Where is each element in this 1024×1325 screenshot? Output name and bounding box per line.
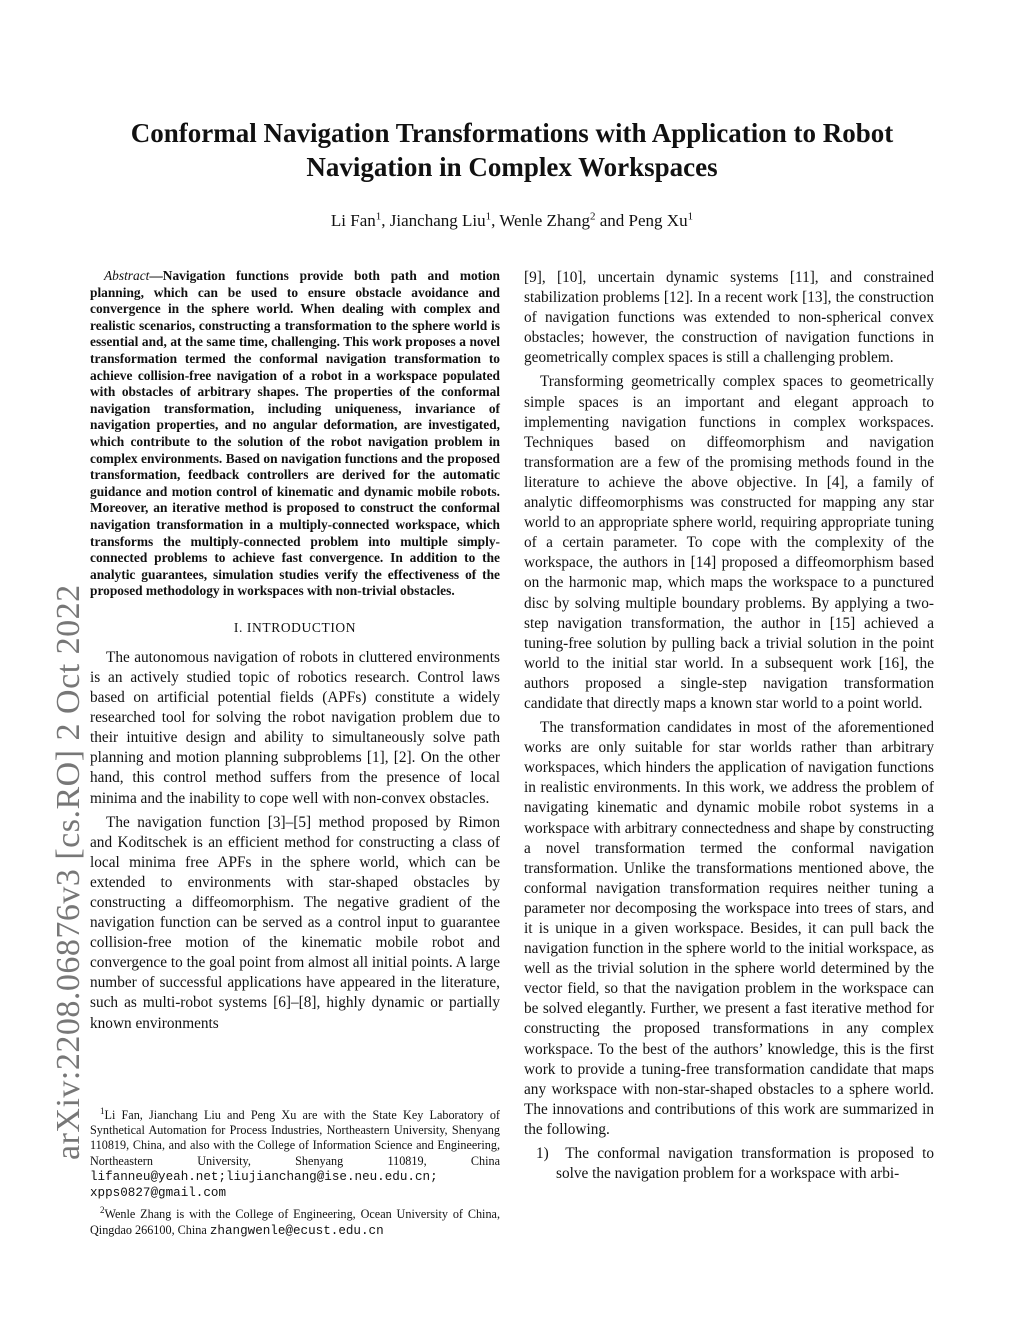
right-column — [524, 268, 934, 1184]
footnotes — [90, 1104, 500, 1241]
author: Wenle Zhang$^2$ and — [499, 210, 629, 230]
paragraph: The navigation function [3]–[5] method proposed by Rimon and Koditschek is an efficient method for constructing a class of local minima free APFs in the sphere world, which can be extended to environments with star-shaped obstacles by constructing a diffeomorphism. The negative gradient of the navigation function can be served as a control input to guarantee collision-free motion of the kinematic mobile robot and convergence to the goal point from almost all initial points. A large number of successful applications have appeared in the literature, such as multi-robot systems [6]–[8], highly dynamic or partially known environments — [90, 813, 500, 1032]
paragraph: The autonomous navigation of robots in cluttered environments is an actively studied topic of robotics research. Control laws based on artificial potential fields (APFs) constitute a widely researched tool for solving the robot navigation problem due to their intuitive design and ability to simultaneously solve path planning and motion planning subproblems [1], [2]. On the other hand, this control method suffers from the presence of local minima and the inability to cope well with non-convex obstacles. — [90, 648, 500, 807]
author: Li Fan$^1$, — [330, 210, 390, 230]
paragraph: [9], [10], uncertain dynamic systems [11], and constrained stabilization problems [12]. In a recent work [13], the construction of navigation functions was extended to non-spherical convex obstacles; however, the construction of navigation functions in geometrically complex spaces is still a challenging problem. — [524, 269, 934, 367]
title-line-2: Navigation in Complex Workspaces — [306, 152, 718, 182]
arxiv-identifier: arXiv:2208.06876v3 [cs.RO] 2 Oct 2022 — [50, 584, 87, 1160]
title-line-1: Conformal Navigation Transformations with Application to Robot — [130, 118, 894, 148]
list-marker: 1) — [536, 1145, 549, 1163]
footnote-2: $^2$Wenle Zhang is with the College of Engineering, Ocean University of China, Qingdao 266100, China zhangwenle@ecust.edu.cn — [90, 1205, 500, 1238]
section-heading: I. INTRODUCTION — [233, 619, 357, 635]
author-list — [100, 210, 924, 231]
author: Peng Xu$^1$ — [628, 210, 694, 230]
footnote-1: $^1$Li Fan, Jianchang Liu and Peng Xu are with the State Key Laboratory of Synthetical Automation for Process Industries, Northeastern University, Shenyang 110819, China, and also with the College of Information Science and Engineering, Northeastern University, Shenyang 110819, China lifanneu@yeah.net;liujianchang@ise.neu.edu.cn; xpps0827@gmail.com — [90, 1106, 500, 1201]
list-item: 1) The conformal navigation transformation is proposed to solve the navigation problem for a workspace with arbi- — [536, 1145, 934, 1183]
left-column — [90, 268, 500, 1038]
abstract: Abstract—Navigation functions provide both path and motion planning, which can be used to ensure obstacle avoidance and convergence in the sphere world. When dealing with complex and realistic scenarios, constructing a transformation to the sphere world is essential and, at the same time, challenging. This work proposes a novel transformation termed the conformal navigation transformation to achieve collision-free navigation of a robot in a workspace populated with obstacles of arbitrary shapes. The properties of the conformal navigation transformation, including uniqueness, invariance of navigation properties, and no angular deformation, are investigated, which contribute to the solution of the robot navigation problem in complex environments. Based on navigation functions and the proposed transformation, feedback controllers are derived for the automatic guidance and motion control of kinematic and dynamic mobile robots. Moreover, an iterative method is proposed to construct the conformal navigation transformation in a multiply-connected workspace, which transforms the multiply-connected problem into multiple simply-connected problems to achieve fast convergence. In addition to the analytic guarantees, simulation studies verify the effectiveness of the proposed methodology in workspaces with non-trivial obstacles. — [90, 268, 500, 599]
paragraph: The transformation candidates in most of the aforementioned works are only suitable for star worlds rather than arbitrary workspaces, which hinders the application of navigation functions in realistic environments. In this work, we address the problem of navigating kinematic and dynamic mobile robot systems in a workspace with arbitrary connectedness and shape by constructing a novel transformation termed the conformal navigation transformation. Unlike the transformations mentioned above, the conformal navigation transformation requires neither tuning a parameter nor decomposing the workspace into trees of stars, and it is unique in a given workspace. Besides, it can pull back the navigation function in the sphere world to the initial workspace, as well as the trivial solution in the sphere world determined by the vector field, so that the navigation problem in the workspace can be solved elegantly. Further, we present a fast iterative method for constructing the proposed transformations in any complex workspace. To the best of the authors’ knowledge, this is the first work to provide a tuning-free transformation candidate that maps any workspace with non-star-shaped obstacles to a sphere world. The innovations and contributions of this work are summarized in the following. — [524, 719, 934, 1138]
author: Jianchang Liu$^1$, — [389, 210, 500, 230]
footnote-2-email: zhangwenle@ecust.edu.cn — [209, 1223, 384, 1238]
abstract-text: Navigation functions provide both path and motion planning, which can be used to ensure obstacle avoidance and convergence in the sphere world. When dealing with complex and realistic scenarios, constructing a transformation to the sphere world is essential and, at the same time, challenging. This work proposes a novel transformation termed the conformal navigation transformation to achieve collision-free navigation of a robot in a workspace populated with obstacles of arbitrary shapes. The properties of the conformal navigation transformation, including uniqueness, invariance of navigation properties, and no angular deformation, are investigated, which contribute to the solution of the robot navigation problem in complex environments. Based on navigation functions and the proposed transformation, feedback controllers are derived for the automatic guidance and motion control of kinematic and dynamic mobile robots. Moreover, an iterative method is proposed to construct the conformal navigation transformation in a multiply-connected workspace, which transforms the multiply-connected problem into multiple simply-connected problems to achieve fast convergence. In addition to the analytic guarantees, simulation studies verify the effectiveness of the proposed methodology in workspaces with non-trivial obstacles. — [90, 268, 500, 599]
footnote-1-emails: lifanneu@yeah.net;liujianchang@ise.neu.edu.cn; xpps0827@gmail.com — [90, 1169, 438, 1201]
paragraph: Transforming geometrically complex spaces to geometrically simple spaces is an important and elegant approach to implementing navigation functions in complex workspaces. Techniques based on diffeomorphism and navigation transformation are a few of the promising methods found in the literature to achieve the above objective. In [4], a family of analytic diffeomorphisms was constructed for mapping any star world to an appropriate sphere world, requiring appropriate tuning of a certain parameter. To cope with the complexity of the workspace, the authors in [14] proposed a diffeomorphism based on the harmonic map, which maps the workspace to a punctured disc by solving multiple boundary problems. By applying a two-step navigation transformation, the author in [15] achieved a tuning-free solution by pulling back a trivial solution in the point world to the initial star world. In a subsequent work [16], the authors proposed a single-step navigation transformation candidate that directly maps a known star world to a point world. — [524, 373, 934, 712]
abstract-label: Abstract — [104, 268, 150, 283]
paper-title — [100, 116, 924, 184]
